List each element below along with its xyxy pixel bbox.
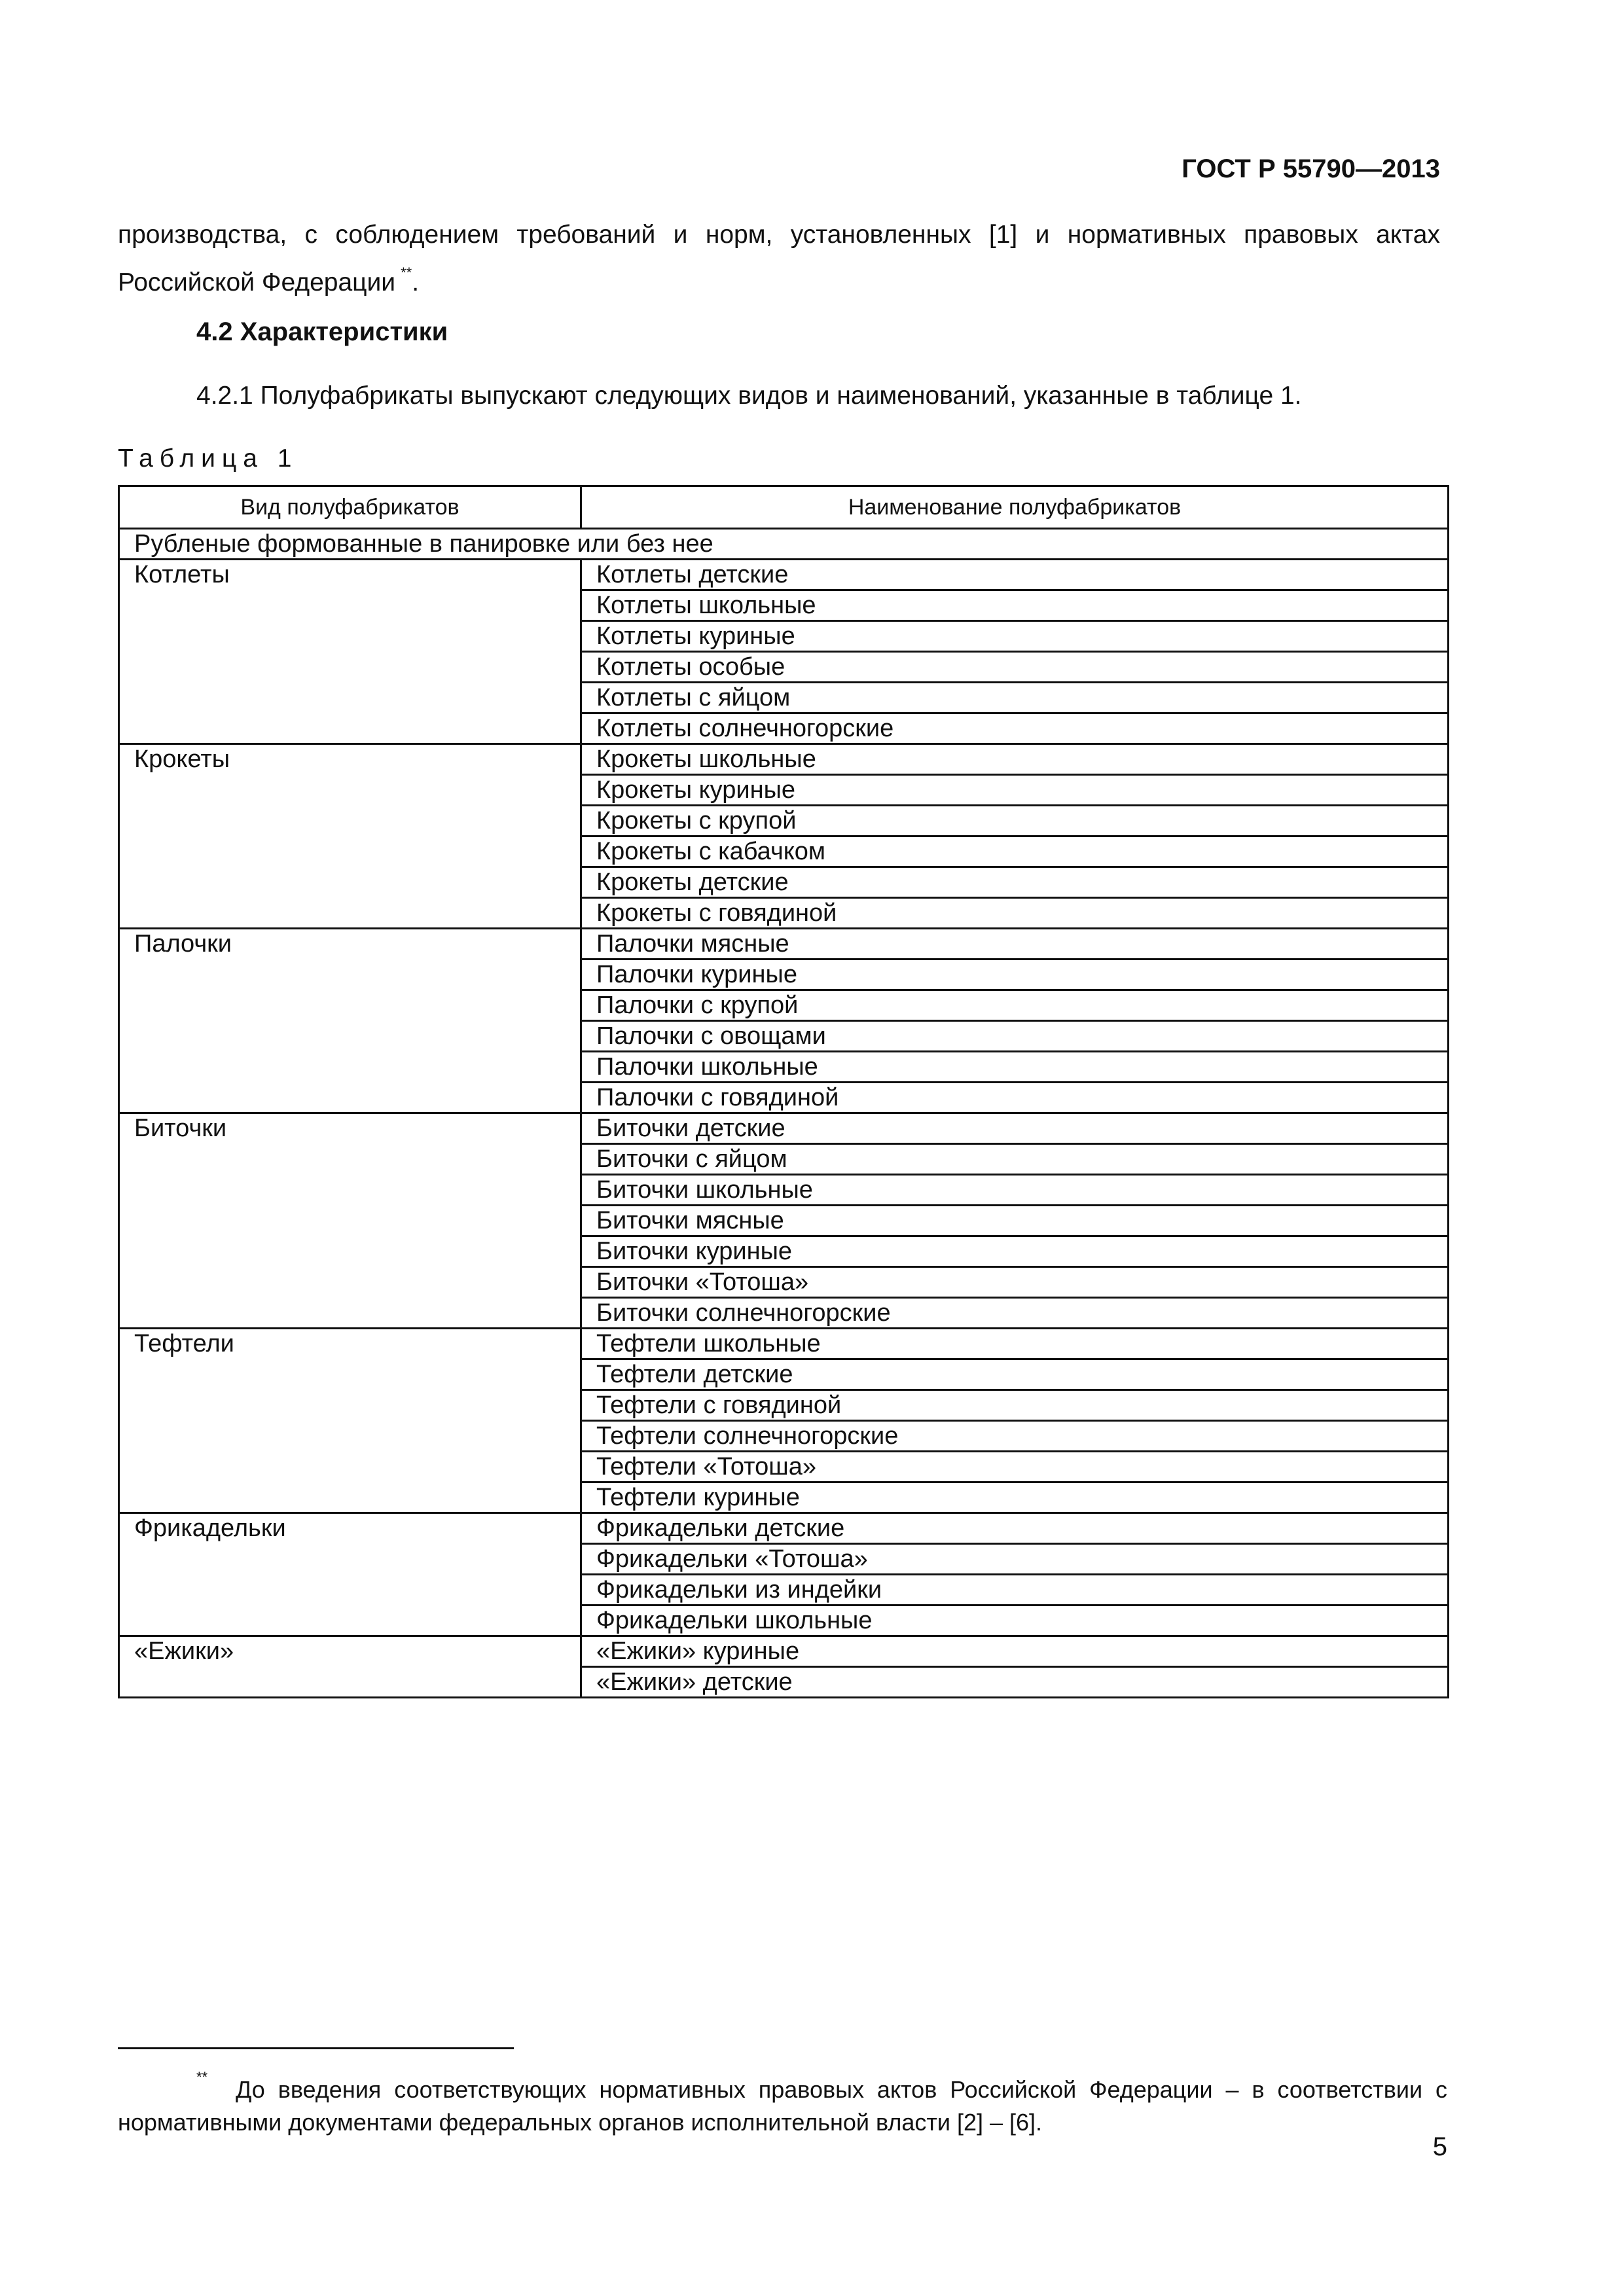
product-name-cell: Биточки «Тотоша» [581,1267,1449,1298]
product-name-cell: Фрикадельки «Тотоша» [581,1544,1449,1575]
product-type-cell: Фрикадельки [119,1513,581,1636]
product-type-cell: Крокеты [119,744,581,929]
product-name-cell: Крокеты с говядиной [581,898,1449,929]
product-name-cell: Фрикадельки школьные [581,1605,1449,1636]
table-span-row [119,529,1449,560]
document-id: ГОСТ Р 55790—2013 [1182,154,1440,183]
product-name-cell: Тефтели с говядиной [581,1390,1449,1421]
product-name-cell: Тефтели «Тотоша» [581,1452,1449,1482]
product-name-cell: Фрикадельки детские [581,1513,1449,1544]
product-name-cell: Крокеты с кабачком [581,836,1449,867]
product-name-cell: Палочки мясные [581,929,1449,960]
table-caption: Таблица 1 [118,444,298,473]
products-table [118,485,1449,1698]
product-type-cell: Палочки [119,929,581,1113]
product-name-cell: «Ежики» детские [581,1667,1449,1698]
product-name-cell: Биточки солнечногорские [581,1298,1449,1329]
product-name-cell: Фрикадельки из индейки [581,1575,1449,1605]
product-name-cell: Палочки с крупой [581,990,1449,1021]
product-name-cell: Биточки мясные [581,1206,1449,1236]
product-name-cell: Крокеты куриные [581,775,1449,806]
page-number: 5 [1432,2132,1447,2161]
section-heading: 4.2 Характеристики [196,317,448,346]
product-name-cell: Котлеты особые [581,652,1449,683]
intro-paragraph [118,216,1440,302]
product-type-cell: «Ежики» [119,1636,581,1698]
product-name-cell: «Ежики» куриные [581,1636,1449,1667]
footnote-mark: ** [196,2069,208,2085]
table-row [119,1329,1449,1359]
product-name-cell: Крокеты детские [581,867,1449,898]
product-name-cell: Тефтели детские [581,1359,1449,1390]
product-name-cell: Тефтели куриные [581,1482,1449,1513]
intro-end: . [412,268,420,296]
product-type-cell: Тефтели [119,1329,581,1513]
clause-text: 4.2.1 Полуфабрикаты выпускают следующих видов и наименований, указанные в таблице 1. [196,382,1302,410]
intro-text: производства, с соблюдением требований и норм, установленных [1] и нормативных правовых актах Российской Федерации [118,221,1440,296]
table-row [119,1513,1449,1544]
product-name-cell: Тефтели школьные [581,1329,1449,1359]
product-name-cell: Крокеты школьные [581,744,1449,775]
footnote-reference: ** [401,264,412,281]
table-row [119,1113,1449,1144]
column-header-name: Наименование полуфабрикатов [581,486,1449,529]
table-row [119,1636,1449,1667]
footnote-separator [118,2047,514,2049]
span-row-text: Рубленые формованные в панировке или без нее [119,529,1449,560]
product-name-cell: Палочки с говядиной [581,1083,1449,1113]
product-type-cell: Биточки [119,1113,581,1329]
product-name-cell: Котлеты с яйцом [581,683,1449,713]
product-name-cell: Биточки школьные [581,1175,1449,1206]
product-name-cell: Крокеты с крупой [581,806,1449,836]
product-name-cell: Котлеты солнечногорские [581,713,1449,744]
footnote-text: До введения соответствующих нормативных правовых актов Российской Федерации – в соответствии с нормативными документами федеральных органов исполнительной власти [2] – [6]. [118,2076,1447,2136]
product-type-cell: Котлеты [119,560,581,744]
table-row [119,929,1449,960]
table-row [119,560,1449,590]
column-header-type: Вид полуфабрикатов [119,486,581,529]
table-header-row [119,486,1449,529]
product-name-cell: Котлеты детские [581,560,1449,590]
product-name-cell: Палочки куриные [581,960,1449,990]
table-row [119,744,1449,775]
product-name-cell: Тефтели солнечногорские [581,1421,1449,1452]
product-name-cell: Биточки детские [581,1113,1449,1144]
product-name-cell: Палочки с овощами [581,1021,1449,1052]
product-name-cell: Биточки с яйцом [581,1144,1449,1175]
product-name-cell: Палочки школьные [581,1052,1449,1083]
product-name-cell: Котлеты школьные [581,590,1449,621]
product-name-cell: Котлеты куриные [581,621,1449,652]
product-name-cell: Биточки куриные [581,1236,1449,1267]
